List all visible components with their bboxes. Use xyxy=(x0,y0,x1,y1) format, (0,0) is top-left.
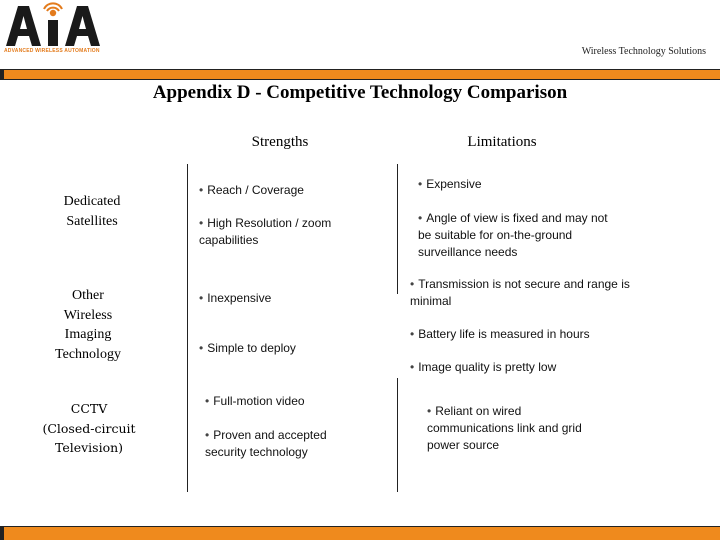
row-label-line: Satellites xyxy=(66,213,118,229)
row-label-line: CCTV xyxy=(70,401,108,416)
bullet-icon: • xyxy=(199,291,204,305)
column-header-strengths: Strengths xyxy=(251,134,309,150)
limitation-item: • Image quality is pretty low xyxy=(410,360,557,374)
bottom-divider-band xyxy=(0,526,720,540)
bullet-icon: • xyxy=(418,211,423,225)
column-header-limitations: Limitations xyxy=(467,134,537,150)
bullet-icon: • xyxy=(205,394,210,408)
row-label-line: Other xyxy=(72,288,104,303)
aia-logo-mark xyxy=(4,2,108,48)
strength-item: • Full-motion video xyxy=(205,394,305,408)
limitation-item: • Transmission is not secure and range is minimal xyxy=(410,277,630,308)
limitation-item: • Reliant on wired communications link and grid power source xyxy=(427,404,582,452)
strength-item: • Inexpensive xyxy=(199,291,272,305)
column-divider xyxy=(397,378,398,492)
strength-item: • High Resolution / zoom capabilities xyxy=(199,216,332,247)
bullet-icon: • xyxy=(199,341,204,355)
row-label-dedicated-satellites xyxy=(52,192,132,231)
bullet-icon: • xyxy=(199,216,204,230)
row-label-line: Wireless xyxy=(63,307,113,323)
header-tagline: Wireless Technology Solutions xyxy=(581,46,706,57)
bullet-icon: • xyxy=(427,404,432,418)
bullet-icon: • xyxy=(410,360,415,374)
bullet-icon: • xyxy=(410,327,415,341)
column-divider xyxy=(397,164,398,294)
row-label-line: Technology xyxy=(55,346,121,362)
bullet-icon: • xyxy=(199,183,204,197)
strength-item: • Proven and accepted security technology xyxy=(205,428,327,459)
row-label-other-wireless xyxy=(38,286,138,364)
strength-item: • Reach / Coverage xyxy=(199,183,304,197)
limitation-item: • Expensive xyxy=(418,177,482,191)
bullet-icon: • xyxy=(418,177,423,191)
top-divider-band xyxy=(0,69,720,80)
row-label-line: Television) xyxy=(54,440,124,455)
row-label-line: (Closed-circuit xyxy=(42,420,136,436)
limitation-item: • Battery life is measured in hours xyxy=(410,327,590,341)
page-title: Appendix D - Competitive Technology Comparison xyxy=(152,82,568,103)
bullet-icon: • xyxy=(410,277,415,291)
logo-tagline: ADVANCED WIRELESS AUTOMATION xyxy=(4,48,100,54)
row-label-line: Dedicated xyxy=(63,194,121,209)
strength-item: • Simple to deploy xyxy=(199,341,296,355)
column-divider xyxy=(187,164,188,492)
row-label-cctv xyxy=(30,399,148,458)
limitation-item: • Angle of view is fixed and may not be suitable for on-the-ground surveillance needs xyxy=(418,211,608,259)
bullet-icon: • xyxy=(205,428,210,442)
row-label-line: Imaging xyxy=(64,327,112,342)
company-logo xyxy=(4,2,108,56)
